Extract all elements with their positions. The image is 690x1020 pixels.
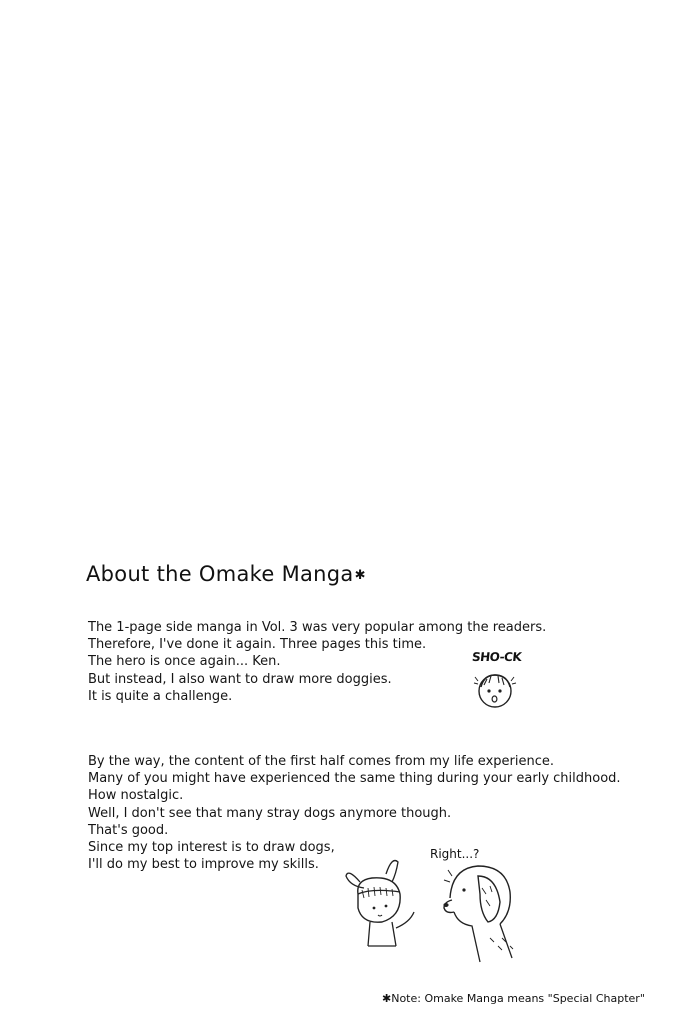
shocked-face-doodle [472,667,518,713]
text-line: I'll do my best to improve my skills. [88,857,319,873]
author-and-dog-doodle [340,842,540,967]
text-line: The 1-page side manga in Vol. 3 was very popular among the readers. [88,620,547,635]
section-heading [86,562,366,586]
text-line: How nostalgic. [88,788,184,804]
heading-title: About the Omake Manga [86,562,354,586]
text-line: Therefore, I've done it again. Three pages this time. [88,637,427,653]
text-line: By the way, the content of the first half comes from my life experience. [88,754,554,769]
text-line: The hero is once again... Ken. [88,654,281,670]
text-line: That's good. [88,822,169,838]
speech-text: Right...? [430,847,480,861]
text-line: Since my top interest is to draw dogs, [88,840,335,856]
text-line: Well, I don't see that many stray dogs anymore though. [88,805,452,821]
asterisk-icon: ✱ [354,568,366,583]
footnote: ✱Note: Omake Manga means "Special Chapter" [382,992,645,1005]
text-line: But instead, I also want to draw more doggies. [88,671,392,687]
text-line: Many of you might have experienced the same thing during your early childhood. [88,771,621,787]
text-line: It is quite a challenge. [88,688,233,704]
shock-sfx-text: SHO-CK [471,650,522,664]
